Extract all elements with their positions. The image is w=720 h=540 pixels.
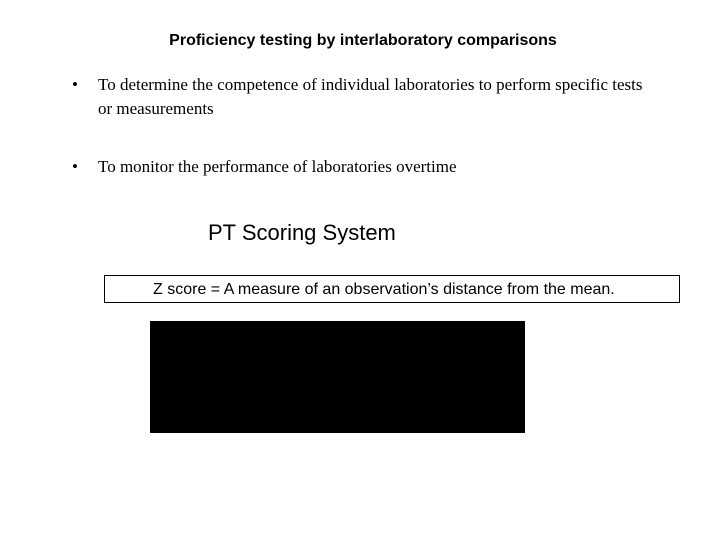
section-subtitle: PT Scoring System [208,220,396,245]
bullet-marker: • [72,75,78,94]
slide-title: Proficiency testing by interlaboratory comparisons [169,32,557,49]
bullet-text: To monitor the performance of laboratories overtime [98,157,457,176]
bullet-text: To determine the competence of individual laboratories to perform specific tests or measurements [98,75,643,118]
definition-text: Z score = A measure of an observation’s distance from the mean. [153,281,615,298]
image-placeholder [150,321,525,433]
bullet-list [0,0,720,200]
definition-box [104,275,680,303]
bullet-marker: • [72,157,78,176]
